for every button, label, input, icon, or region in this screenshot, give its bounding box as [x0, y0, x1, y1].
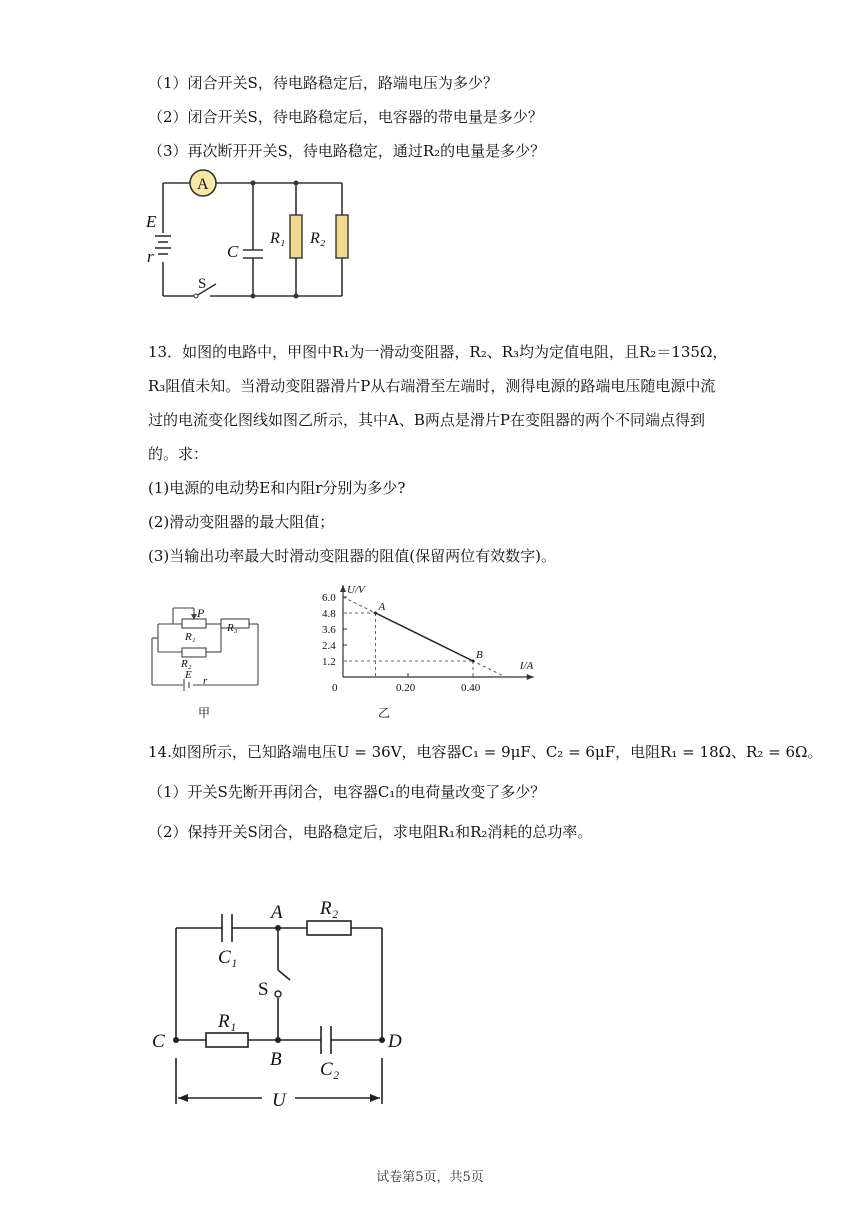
page-footer: 试卷第5页，共5页: [376, 1170, 484, 1185]
q13-line-2: R₃阻值未知。当滑动变阻器滑片P从右端滑至左端时，测得电源的路端电压随电源中流: [148, 377, 716, 395]
r2-label: R₂: [310, 230, 326, 247]
y-axis-label: U/V: [347, 584, 365, 596]
r1-rheostat-label: R₁: [185, 631, 196, 643]
r2-fixed-label: R₂: [181, 658, 192, 670]
q14-intro: 14.如图所示，已知路端电压U = 36V，电容器C₁ = 9μF、C₂ = 6μF，电阻R₁ = 18Ω、R₂ = 6Ω。: [148, 743, 823, 761]
x-tick-label-1: 0.40: [461, 682, 481, 694]
q12-part-1: （1）闭合开关S，待电路稳定后，路端电压为多少？: [148, 74, 498, 92]
graph-caption-yi: 乙: [378, 706, 391, 720]
r2-label: R₂: [320, 898, 339, 919]
q13-question-3: (3)当输出功率最大时滑动变阻器的阻值(保留两位有效数字)。: [148, 547, 556, 565]
y-tick-label-4: 1.2: [322, 656, 336, 668]
y-tick-label-3: 2.4: [322, 640, 336, 652]
slider-p-label: P: [197, 606, 205, 620]
q13-question-1: (1)电源的电动势E和内阻r分别为多少?: [148, 479, 406, 497]
origin-label: 0: [332, 682, 338, 694]
voltage-u-label: U: [272, 1090, 286, 1111]
node-c-label: C: [152, 1031, 165, 1052]
q13-line-1: 13．如图的电路中，甲图中R₁为一滑动变阻器，R₂、R₃均为定值电阻，且R₂＝135Ω，: [148, 343, 728, 361]
q12-part-3: （3）再次断开开关S，待电路稳定，通过R₂的电量是多少？: [148, 142, 546, 160]
ammeter-label: A: [197, 176, 209, 193]
c2-label: C₂: [320, 1059, 340, 1080]
y-tick-label-2: 3.6: [322, 624, 336, 636]
point-label-A: A: [378, 601, 386, 613]
circuit-caption-jia: 甲: [198, 706, 211, 720]
point-label-B: B: [476, 649, 483, 661]
source-e-label: E: [185, 669, 192, 681]
node-d-label: D: [388, 1031, 402, 1052]
x-axis-label: I/A: [519, 660, 534, 672]
y-tick-label-1: 4.8: [322, 608, 336, 620]
switch-label: S: [198, 276, 207, 292]
y-tick-label-0: 6.0: [322, 592, 336, 604]
q14-part-1: （1）开关S先断开再闭合，电容器C₁的电荷量改变了多少？: [148, 783, 546, 801]
r1-label: R₁: [270, 230, 286, 247]
node-a-label: A: [271, 902, 283, 923]
node-b-label: B: [270, 1049, 282, 1070]
q13-line-4: 的。求：: [148, 445, 209, 463]
switch-s-label: S: [258, 979, 269, 1000]
q13-question-2: (2)滑动变阻器的最大阻值；: [148, 513, 335, 531]
r1-label: R₁: [218, 1011, 237, 1032]
capacitor-label: C: [227, 242, 239, 261]
r3-label: R₃: [227, 622, 238, 634]
emf-label: E: [146, 212, 157, 231]
q13-line-3: 过的电流变化图线如图乙所示，其中A、B两点是滑片P在变阻器的两个不同端点得到: [148, 411, 705, 429]
c1-label: C₁: [218, 947, 238, 968]
source-r-label: r: [203, 675, 208, 687]
q12-part-2: （2）闭合开关S，待电路稳定后，电容器的带电量是多少？: [148, 108, 543, 126]
q14-part-2: （2）保持开关S闭合，电路稳定后，求电阻R₁和R₂消耗的总功率。: [148, 823, 593, 841]
x-tick-label-0: 0.20: [396, 682, 416, 694]
internal-r-label: r: [147, 247, 154, 266]
